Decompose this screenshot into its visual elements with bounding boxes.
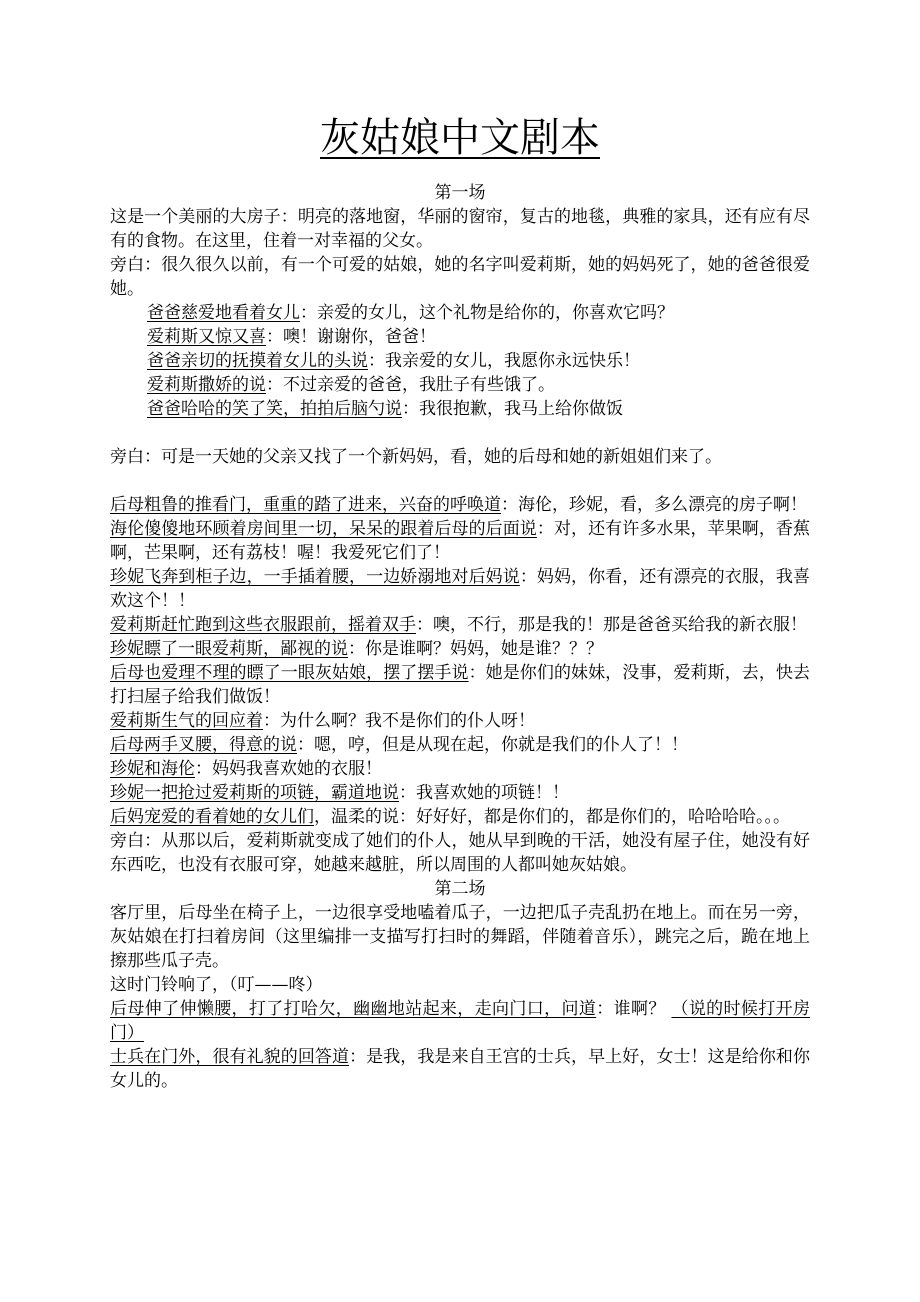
dialogue-text: ：她是你们的妹妹，没事，爱莉斯，去，快去打扫屋子给我们做饭！ (110, 663, 811, 707)
blank-line (110, 469, 810, 493)
dialogue-text: ：亲爱的女儿，这个礼物是给你的，你喜欢它吗？ (300, 303, 674, 323)
page-title: 灰姑娘中文剧本 (320, 115, 600, 161)
dialogue-line (110, 565, 810, 613)
dialogue-text: ：我亲爱的女儿，我愿你永远快乐！ (368, 351, 640, 371)
narration-paragraph: 旁白：可是一天她的父亲又找了一个新妈妈，看，她的后母和她的新姐姐们来了。 (110, 447, 722, 467)
stage-direction: 爸爸慈爱地看着女儿 (147, 303, 300, 323)
stage-direction: 爱莉斯赶忙跑到这些衣服跟前，摇着双手 (110, 615, 416, 635)
dialogue-line (110, 397, 810, 421)
dialogue-line (110, 733, 810, 757)
stage-direction: 珍妮飞奔到柜子边，一手插着腰，一边娇溺地对后妈说 (110, 567, 520, 587)
dialogue-line (110, 781, 810, 805)
dialogue-text: ：为什么啊？我不是你们的仆人呀！ (263, 711, 535, 731)
dialogue-text: ：对，还有许多水果，苹果啊，香蕉啊，芒果啊，还有荔枝！喔！我爱死它们了！ (110, 519, 810, 563)
dialogue-line (110, 373, 810, 397)
dialogue-line (110, 661, 810, 709)
stage-direction: 珍妮一把抢过爱莉斯的项链，霸道地说 (110, 783, 399, 803)
dialogue-text: ：嗯，哼，但是从现在起，你就是我们的仆人了！！ (297, 735, 688, 755)
dialogue-line (110, 709, 810, 733)
dialogue-text: ：不过亲爱的爸爸，我肚子有些饿了。 (266, 375, 555, 395)
scene-heading: 第一场 (434, 183, 486, 203)
dialogue-text: ，温柔的说：好好好，都是你们的，都是你们的，哈哈哈哈。。。 (314, 807, 790, 827)
dialogue-text: ：妈妈，你看，还有漂亮的衣服，我喜欢这个！！ (110, 567, 811, 611)
dialogue-line (110, 637, 810, 661)
stage-direction: 海伦傻傻地环顾着房间里一切，呆呆的跟着后母的后面说 (110, 519, 537, 539)
script-body (110, 181, 810, 1093)
stage-direction: 珍妮和海伦 (110, 759, 195, 779)
dialogue-text: ：我喜欢她的项链！！ (399, 783, 569, 803)
dialogue-line (110, 493, 810, 517)
stage-direction: 爸爸亲切的抚摸着女儿的头说 (147, 351, 368, 371)
dialogue-text: ：噢！谢谢你，爸爸！ (266, 327, 436, 347)
dialogue-text: ：你是谁啊？妈妈，她是谁？？？ (348, 639, 603, 659)
narration-paragraph: 这是一个美丽的大房子：明亮的落地窗，华丽的窗帘，复古的地毯，典雅的家具，还有应有尽有的食物。在这里，住着一对幸福的父女。 (110, 207, 810, 251)
stage-direction: 后母两手叉腰，得意的说 (110, 735, 297, 755)
dialogue-line (110, 805, 810, 829)
stage-direction: 珍妮瞟了一眼爱莉斯，鄙视的说 (110, 639, 348, 659)
dialogue-text: ：我很抱歉，我马上给你做饭 (402, 399, 623, 419)
stage-direction: 爸爸哈哈的笑了笑，拍拍后脑勺说 (147, 399, 402, 419)
dialogue-line (110, 325, 810, 349)
dialogue-text: ：妈妈我喜欢她的衣服！ (195, 759, 382, 779)
dialogue-text: ：海伦，珍妮，看，多么漂亮的房子啊！ (501, 495, 807, 515)
stage-direction: 士兵在门外，很有礼貌的回答道 (110, 1047, 350, 1067)
stage-direction: 后妈宠爱的看着她的女儿们 (110, 807, 314, 827)
narration-paragraph: 旁白：很久很久以前，有一个可爱的姑娘，她的名字叫爱莉斯，她的妈妈死了，她的爸爸很爱她。 (110, 255, 810, 299)
stage-direction-aside: （说的时候打开房门） (110, 999, 811, 1043)
stage-direction: 爱莉斯撒娇的说 (147, 375, 266, 395)
narration-paragraph: 这时门铃响了，（叮——咚） (110, 975, 323, 995)
stage-direction: 爱莉斯又惊又喜 (147, 327, 266, 347)
dialogue-line (110, 613, 810, 637)
stage-direction: 后母粗鲁的推看门，重重的踏了进来，兴奋的呼唤道 (110, 495, 501, 515)
narration-paragraph: 旁白：从那以后，爱莉斯就变成了她们的仆人，她从早到晚的干活，她没有屋子住，她没有好东西吃，也没有衣服可穿，她越来越脏，所以周围的人都叫她灰姑娘。 (110, 831, 810, 875)
dialogue-line (110, 301, 810, 325)
stage-direction: 后母也爱理不理的瞟了一眼灰姑娘，摆了摆手说 (110, 663, 469, 683)
dialogue-text: ：噢，不行，那是我的！那是爸爸买给我的新衣服！ (416, 615, 807, 635)
dialogue-line (110, 997, 810, 1045)
stage-direction: 后母伸了伸懒腰，打了打哈欠，幽幽地站起来，走向门口，问道 (110, 999, 597, 1019)
stage-direction: 爱莉斯生气的回应着 (110, 711, 263, 731)
dialogue-line (110, 1045, 810, 1093)
scene-heading: 第二场 (434, 879, 486, 899)
dialogue-text: ：谁啊？ (596, 999, 672, 1019)
dialogue-text: ：是我，我是来自王宫的士兵，早上好，女士！这是给你和你女儿的。 (110, 1047, 811, 1091)
dialogue-line (110, 349, 810, 373)
dialogue-line (110, 517, 810, 565)
dialogue-line (110, 757, 810, 781)
narration-paragraph: 客厅里，后母坐在椅子上，一边很享受地嗑着瓜子，一边把瓜子壳乱扔在地上。而在另一旁，灰姑娘在打扫着房间（这里编排一支描写打扫时的舞蹈，伴随着音乐），跳完之后，跪在地上擦那些瓜子壳。 (110, 903, 810, 971)
blank-line (110, 421, 810, 445)
